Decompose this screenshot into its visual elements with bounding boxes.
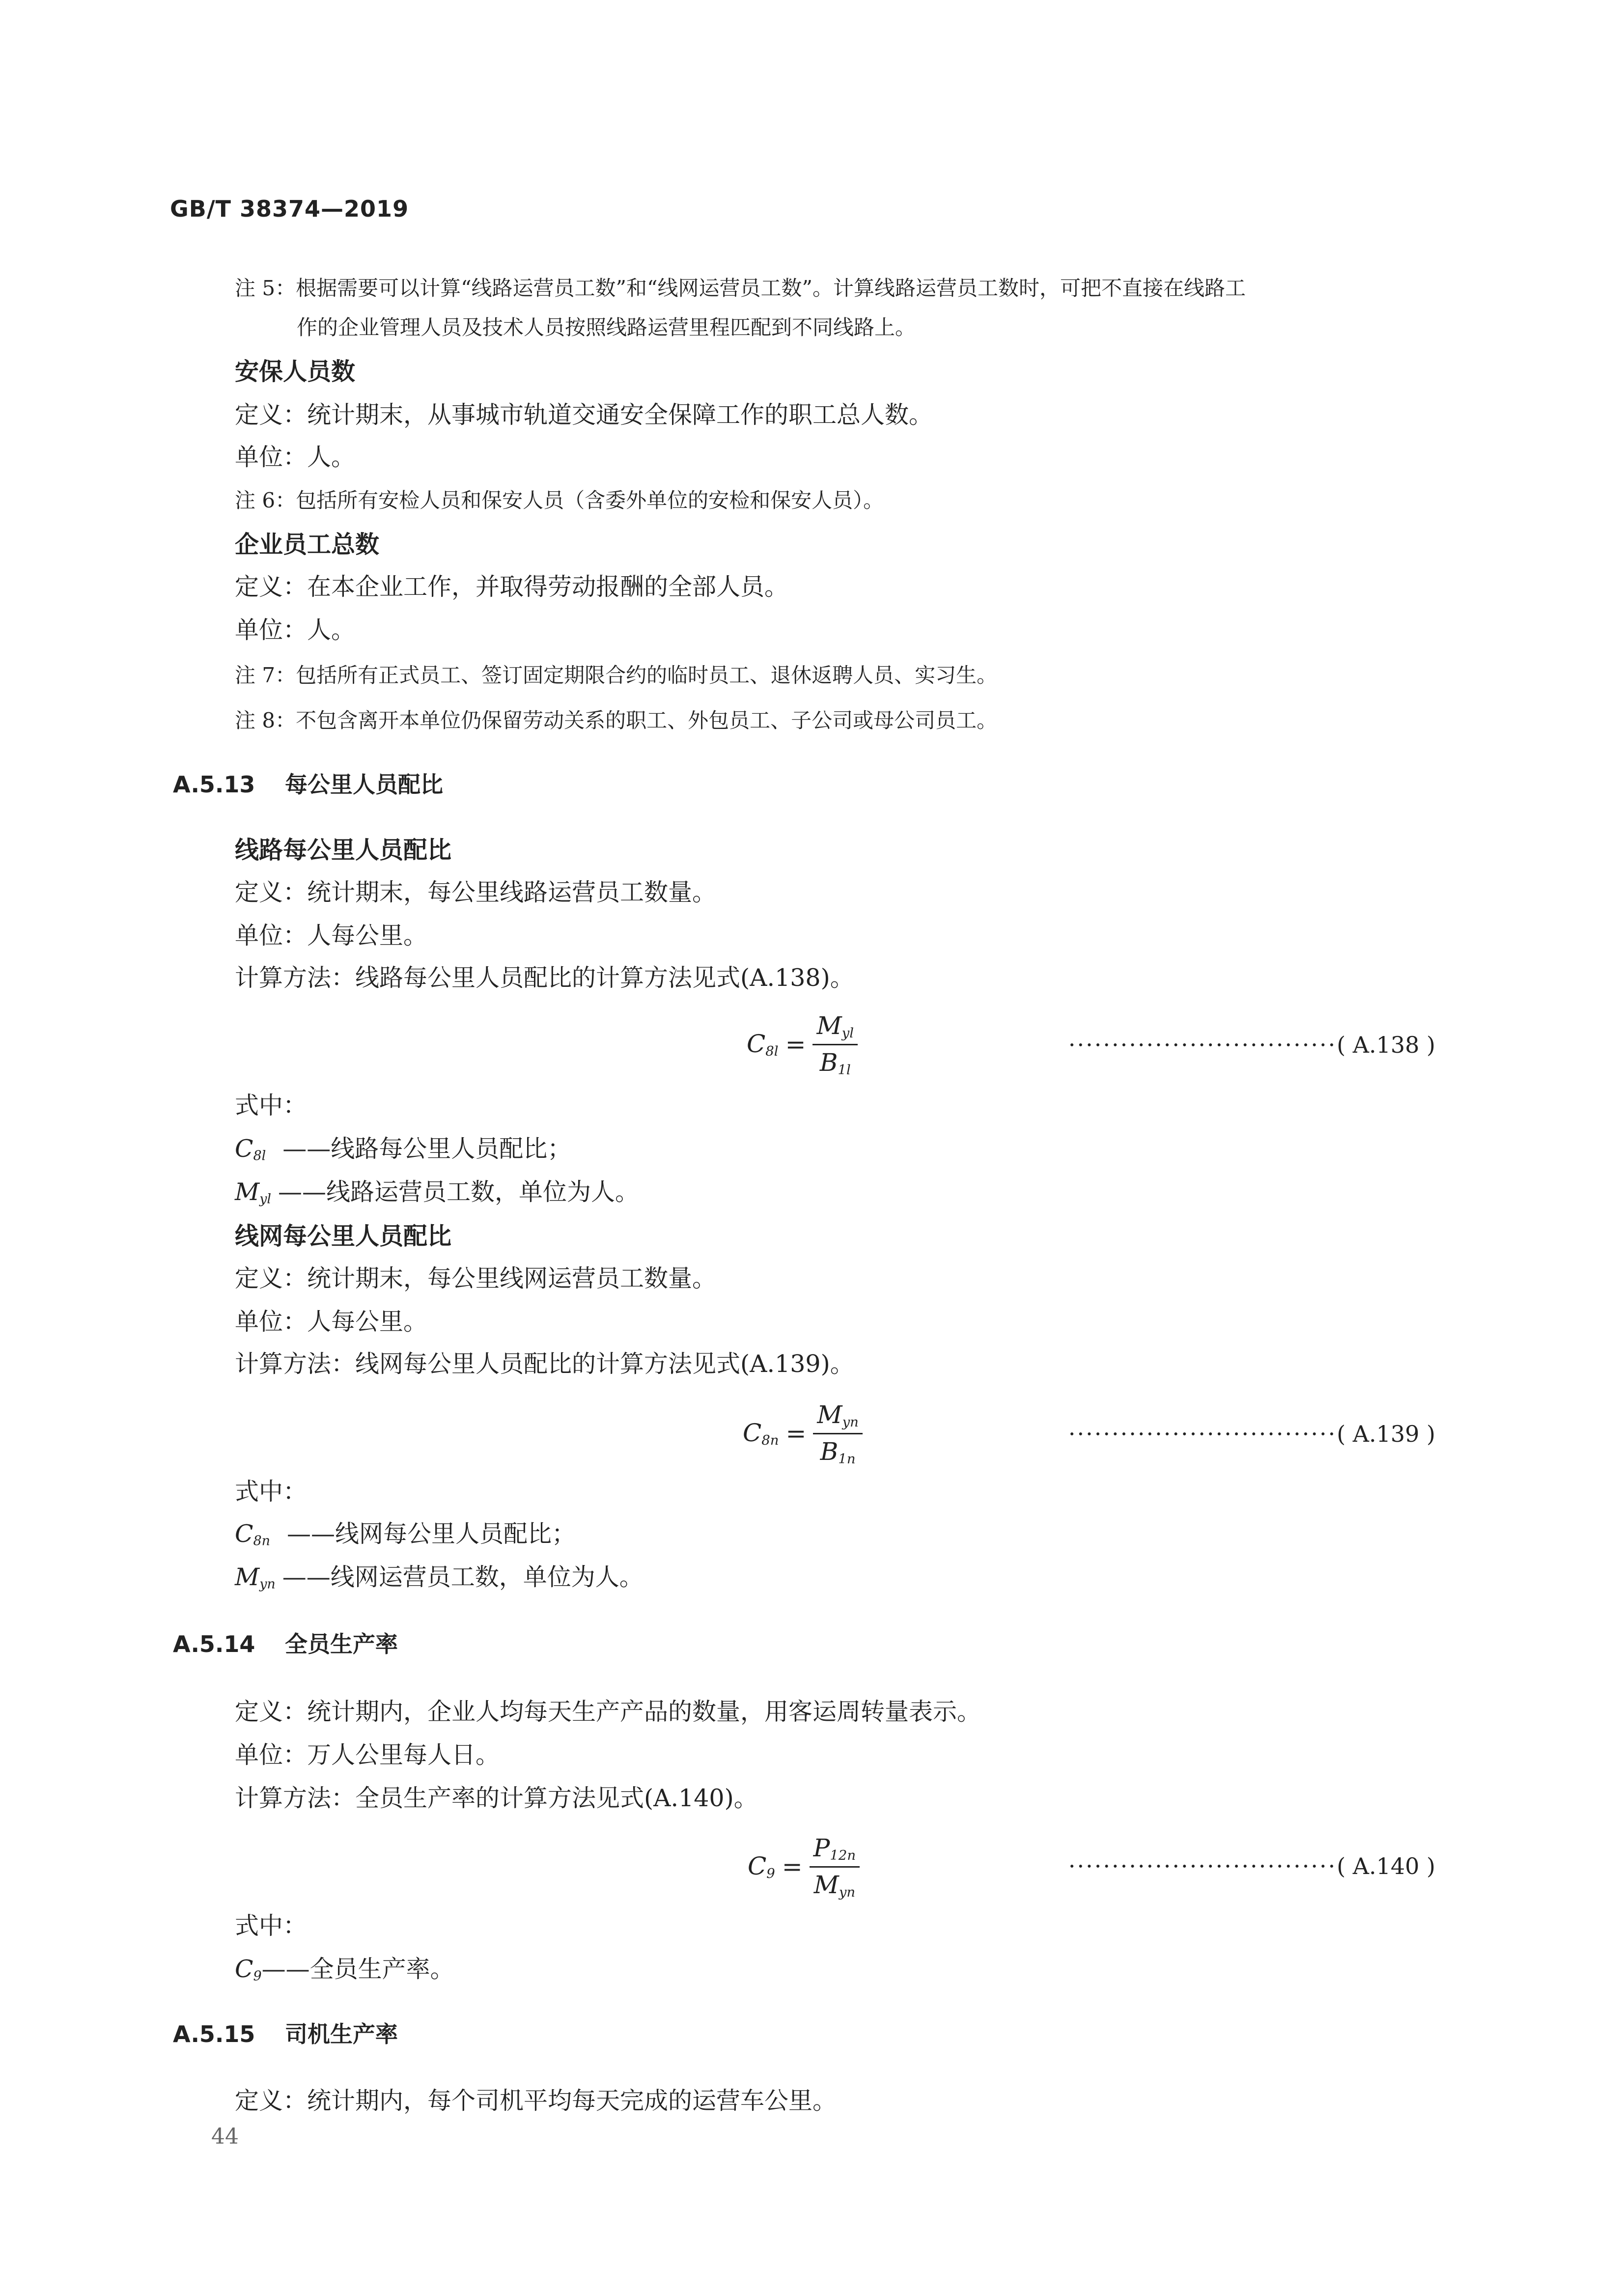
definition-driver-productivity: 定义：统计期内，每个司机平均每天完成的运营车公里。 [235,2087,837,2115]
denominator: $M_{yn}$ [813,1870,856,1900]
formula-a139 [743,1394,863,1473]
section-heading-a513 [173,773,443,796]
symbol-def-c8l: C8l ——线路每公里人员配比； [235,1135,572,1164]
symbol-def-myl: Myl ——线路运营员工数，单位为人。 [235,1178,640,1207]
term-title-total-staff: 企业员工总数 [235,531,380,559]
numerator: $P_{12n}$ [813,1834,856,1864]
definition-network-ratio: 定义：统计期末，每公里线网运营员工数量。 [235,1264,717,1292]
term-title-security-staff: 安保人员数 [235,358,356,386]
fraction [813,1399,862,1467]
equation-number-a138: ·······························( A.138 ) [1068,1032,1435,1058]
formula-lhs: $C_9$ [748,1852,775,1881]
unit-network-ratio: 单位：人每公里。 [235,1308,428,1336]
method-line-ratio: 计算方法：线路每公里人员配比的计算方法见式(A.138)。 [235,964,854,992]
method-productivity: 计算方法：全员生产率的计算方法见式(A.140)。 [235,1784,758,1812]
where-label: 式中： [235,1092,308,1120]
method-network-ratio: 计算方法：线网每公里人员配比的计算方法见式(A.139)。 [235,1350,854,1378]
formula-lhs: $C_{8l}$ [747,1030,779,1059]
note-7: 注 7：包括所有正式员工、签订固定期限合约的临时员工、退休返聘人员、实习生。 [235,663,998,687]
formula-a138 [747,1005,858,1084]
page-number: 44 [211,2124,239,2149]
symbol-def-c9: C9——全员生产率。 [235,1955,454,1984]
definition-line-ratio: 定义：统计期末，每公里线路运营员工数量。 [235,878,717,906]
where-label: 式中： [235,1478,308,1506]
section-title: 司机生产率 [285,2021,398,2047]
term-title-line-ratio: 线路每公里人员配比 [235,836,452,864]
section-number: A.5.14 [173,1631,255,1657]
unit-security-staff: 单位：人。 [235,443,356,471]
note-5-line-1: 注 5：根据需要可以计算“线路运营员工数”和“线网运营员工数”。计算线路运营员工数时，可把不直接在线路工 [235,276,1246,300]
unit-productivity: 单位：万人公里每人日。 [235,1741,500,1769]
definition-productivity: 定义：统计期内，企业人均每天生产产品的数量，用客运周转量表示。 [235,1698,981,1726]
where-label: 式中： [235,1912,308,1940]
denominator: $B_{1n}$ [820,1437,856,1467]
formula-lhs: $C_{8n}$ [743,1419,779,1448]
definition-total-staff: 定义：在本企业工作，并取得劳动报酬的全部人员。 [235,573,789,601]
equals-sign: = [785,1419,807,1448]
note-6: 注 6：包括所有安检人员和保安人员（含委外单位的安检和保安人员）。 [235,488,884,512]
numerator: $M_{yl}$ [816,1011,854,1041]
definition-security-staff: 定义：统计期末，从事城市轨道交通安全保障工作的职工总人数。 [235,401,933,429]
unit-total-staff: 单位：人。 [235,616,356,644]
equation-number-a140: ·······························( A.140 ) [1068,1853,1435,1879]
equals-sign: = [782,1852,803,1881]
fraction-bar [812,1044,858,1045]
formula-a140 [748,1827,860,1906]
fraction [810,1833,860,1901]
symbol-def-myn: Myn ——线网运营员工数，单位为人。 [235,1563,644,1592]
section-heading-a515 [173,2023,398,2045]
section-title: 全员生产率 [285,1631,398,1657]
equals-sign: = [785,1030,806,1059]
numerator: $M_{yn}$ [817,1400,859,1430]
fraction [812,1010,858,1078]
section-heading-a514 [173,1633,398,1655]
symbol-def-c8n: C8n ——线网每公里人员配比； [235,1520,576,1549]
section-number: A.5.15 [173,2021,255,2047]
section-number: A.5.13 [173,771,255,798]
note-8: 注 8：不包含离开本单位仍保留劳动关系的职工、外包员工、子公司或母公司员工。 [235,708,998,732]
standard-id: GB/T 38374—2019 [170,196,409,222]
fraction-bar [813,1433,862,1434]
unit-line-ratio: 单位：人每公里。 [235,922,428,950]
term-title-network-ratio: 线网每公里人员配比 [235,1222,452,1250]
fraction-bar [810,1866,860,1868]
note-5-line-2: 作的企业管理人员及技术人员按照线路运营里程匹配到不同线路上。 [297,315,916,339]
denominator: $B_{1l}$ [819,1048,851,1078]
equation-number-a139: ·······························( A.139 ) [1068,1421,1435,1447]
section-title: 每公里人员配比 [285,771,443,798]
